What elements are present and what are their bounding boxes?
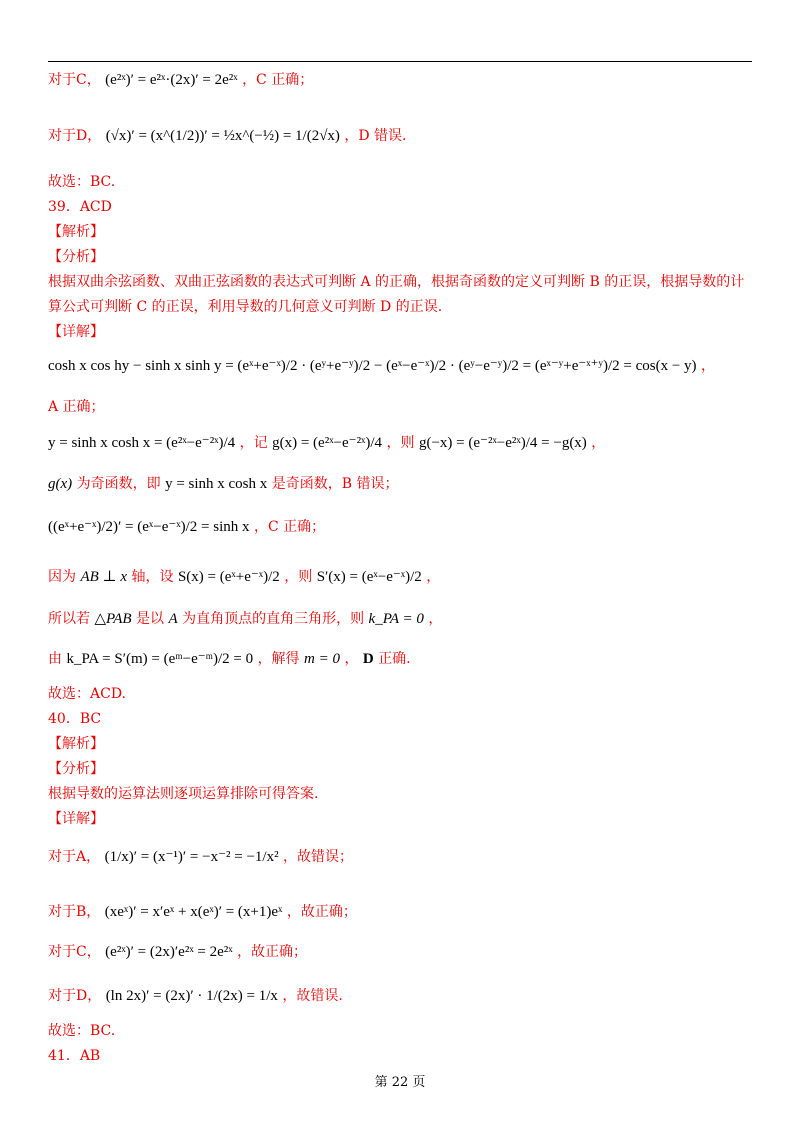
c-correct-derivative — [48, 517, 325, 537]
formula-1: g(x) — [48, 476, 73, 492]
formula-2: m = 0 — [304, 651, 340, 667]
label: 对于A， — [48, 849, 101, 865]
right-triangle-condition — [48, 609, 442, 629]
question-number-41: 41．AB — [48, 1048, 101, 1064]
formula: ((eˣ+e⁻ˣ)/2)′ = (eˣ−e⁻ˣ)/2 = sinh x — [48, 519, 250, 535]
formula: (xeˣ)′ = x′eˣ + x(eˣ)′ = (x+1)eˣ — [104, 904, 283, 920]
b-wrong — [48, 474, 398, 494]
punct: ， — [426, 569, 441, 585]
section-fenxi-heading-40: 【分析】 — [48, 761, 104, 777]
verdict: ，D 错误. — [344, 128, 407, 144]
option-a-derivative — [48, 847, 353, 867]
text-1: 是以 — [136, 611, 164, 627]
analysis-text-2: 算公式可判断 C 的正误，利用导数的几何意义可判断 D 的正误. — [48, 299, 443, 315]
option-b-derivative — [48, 902, 357, 922]
formula-2: A — [168, 611, 178, 627]
formula-3: S′(x) = (eˣ−e⁻ˣ)/2 — [316, 569, 422, 585]
line-c-derivative — [48, 70, 313, 90]
cosh-identity — [48, 356, 715, 376]
verdict: 正确. — [378, 651, 411, 667]
page-number: 第 22 页 — [374, 1075, 426, 1090]
formula-2: S(x) = (eˣ+e⁻ˣ)/2 — [177, 569, 280, 585]
text-2: ， — [344, 651, 359, 667]
verdict: ，C 正确； — [242, 72, 314, 88]
formula: (e²ˣ)′ = (2x)′e²ˣ = 2e²ˣ — [105, 944, 233, 960]
text-1: ，解得 — [257, 651, 300, 667]
text-0: 由 — [48, 651, 62, 667]
formula: (√x)′ = (x^(1/2))′ = ½x^(−½) = 1/(2√x) — [105, 128, 340, 144]
punct: ， — [428, 611, 443, 627]
text-2: 为直角顶点的直角三角形，则 — [182, 611, 365, 627]
punct: ， — [591, 435, 606, 451]
label: 对于C， — [48, 944, 101, 960]
question-number-39: 39．ACD — [48, 199, 112, 215]
option-d-derivative — [48, 986, 343, 1006]
odd-function-def — [48, 433, 605, 453]
answer-39: 故选：ACD. — [48, 686, 126, 702]
label: 对于D， — [48, 988, 102, 1004]
line-d-derivative — [48, 126, 407, 146]
section-detail-heading: 【详解】 — [48, 324, 104, 340]
section-fenxi-heading: 【分析】 — [48, 249, 104, 265]
formula-3: D — [362, 651, 374, 667]
analysis-text-1: 根据双曲余弦函数、双曲正弦函数的表达式可判断 A 的正确，根据奇函数的定义可判断 B 的正误，根据导数的计 — [48, 274, 745, 290]
text-1: 轴，设 — [131, 569, 174, 585]
analysis-text-40: 根据导数的运算法则逐项运算排除可得答案. — [48, 786, 319, 802]
formula-1: y = sinh x cosh x = (e²ˣ−e⁻²ˣ)/4 — [48, 435, 236, 451]
verdict: ，故正确； — [237, 944, 308, 960]
verdict: ，故正确； — [286, 904, 357, 920]
text-0: 因为 — [48, 569, 76, 585]
section-analysis-heading: 【解析】 — [48, 224, 104, 240]
formula: (ln 2x)′ = (2x)′ · 1/(2x) = 1/x — [105, 988, 278, 1004]
formula-2: g(x) = (e²ˣ−e⁻²ˣ)/4 — [272, 435, 383, 451]
text-1: ，记 — [239, 435, 268, 451]
formula: (1/x)′ = (x⁻¹)′ = −x⁻² = −1/x² — [104, 849, 279, 865]
label: 对于C， — [48, 72, 101, 88]
formula-1: k_PA = S′(m) = (eᵐ−e⁻ᵐ)/2 = 0 — [66, 651, 254, 667]
formula-1: AB ⊥ x — [80, 569, 128, 585]
punct: ， — [701, 358, 716, 374]
formula: (e²ˣ)′ = e²ˣ·(2x)′ = 2e²ˣ — [105, 72, 238, 88]
text-1: 为奇函数，即 — [76, 476, 161, 492]
section-analysis-heading-40: 【解析】 — [48, 736, 104, 752]
question-number-40: 40．BC — [48, 711, 102, 727]
formula: cosh x cos hy − sinh x sinh y = (eˣ+e⁻ˣ)/2 · (eʸ+e⁻ʸ)/2 − (eˣ−e⁻ˣ)/2 · (eʸ−e⁻ʸ)/2 = (eˣ⁻ʸ+e⁻ˣ⁺ʸ)/2 = cos(x − y) — [48, 358, 697, 374]
text-0: 所以若 — [48, 611, 90, 627]
formula-3: k_PA = 0 — [368, 611, 424, 627]
text-2: ，则 — [284, 569, 313, 585]
a-correct: A 正确； — [48, 399, 105, 415]
header-rule — [48, 61, 752, 62]
text-2: ，则 — [386, 435, 415, 451]
formula-1: △PAB — [94, 611, 132, 627]
verdict: ，C 正确； — [253, 519, 326, 535]
formula-2: y = sinh x cosh x — [165, 476, 268, 492]
formula-3: g(−x) = (e⁻²ˣ−e²ˣ)/4 = −g(x) — [418, 435, 587, 451]
answer-40: 故选：BC. — [48, 1023, 116, 1039]
d-correct — [48, 649, 411, 669]
perpendicular-setup — [48, 567, 440, 587]
section-detail-heading-40: 【详解】 — [48, 811, 104, 827]
verdict: ，故错误. — [282, 988, 343, 1004]
label: 对于B， — [48, 904, 101, 920]
option-c-derivative — [48, 942, 307, 962]
answer-38: 故选：BC. — [48, 174, 116, 190]
label: 对于D， — [48, 128, 102, 144]
text-2: 是奇函数，B 错误； — [271, 476, 399, 492]
verdict: ，故错误； — [283, 849, 354, 865]
